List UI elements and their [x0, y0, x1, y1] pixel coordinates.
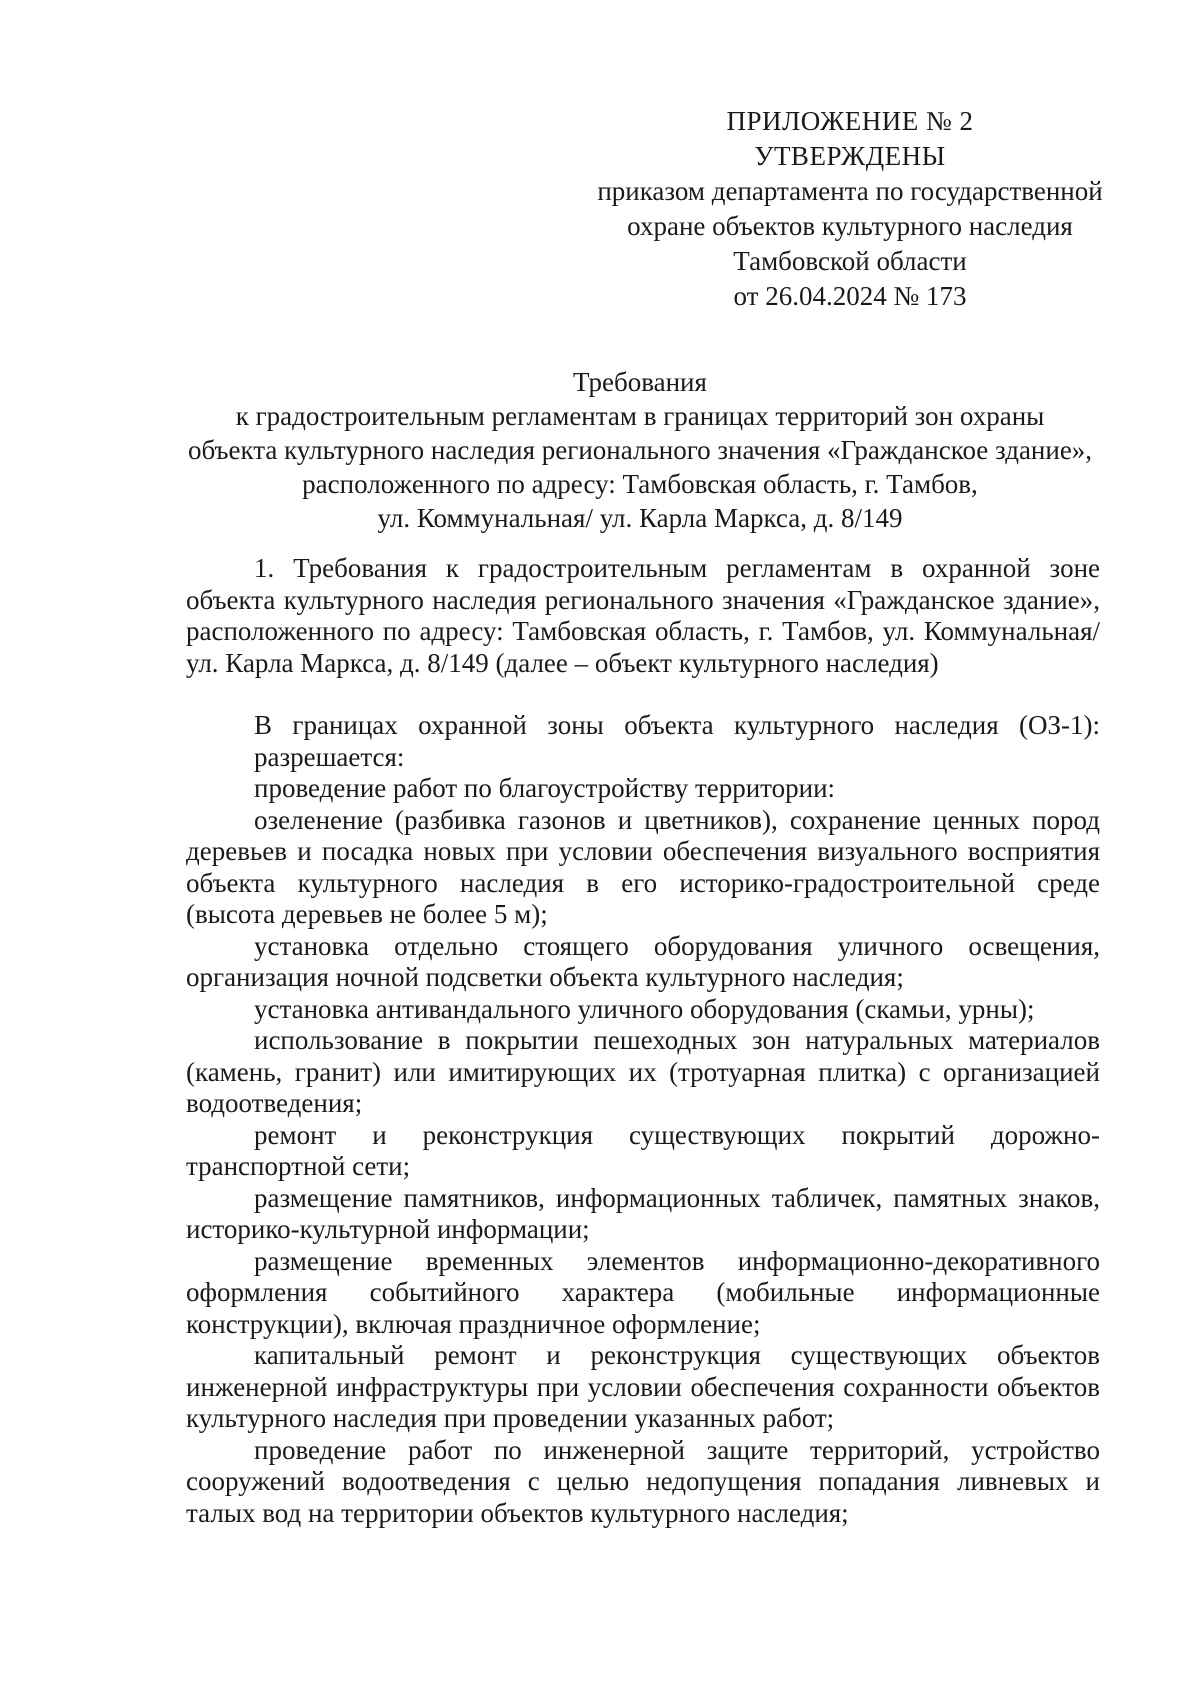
list-item: размещение памятников, информационных табличек, памятных знаков, историко-культурной информации;: [186, 1182, 1100, 1244]
allowed-label: разрешается:: [254, 741, 405, 772]
list-item: капитальный ремонт и реконструкция существующих объектов инженерной инфраструктуры при условии обеспечения сохранности объектов культурного наследия при проведении указанных работ;: [186, 1340, 1100, 1433]
list-item: размещение временных элементов информационно-декоративного оформления событийного характера (мобильные информационные конструкции), включая праздничное оформление;: [186, 1245, 1100, 1339]
improvement-paragraph: проведение работ по благоустройству территории:: [254, 773, 836, 803]
list-item: проведение работ по инженерной защите территорий, устройство сооружений водоотведения с целью недопущения попадания ливневых и талых вод на территории объектов культурного наследия;: [186, 1434, 1100, 1528]
order-line-3: Тамбовской области: [733, 246, 967, 276]
approved-label: УТВЕРЖДЕНЫ: [754, 141, 946, 171]
title-line-2: к градостроительным регламентам в границах территорий зон охраны: [235, 401, 1045, 431]
list-item: ремонт и реконструкция существующих покрытий дорожно-транспортной сети;: [186, 1119, 1100, 1181]
title-line-5: ул. Коммунальная/ ул. Карла Маркса, д. 8/149: [377, 503, 903, 533]
appendix-header: [580, 104, 1120, 314]
section-1-paragraph: 1. Требования к градостроительным регламентам в охранной зоне объекта культурного наследия регионального значения «Гражданское здание», расположенного по адресу: Тамбовская область, г. Тамбов, ул. Коммунальная/ ул. Карла Маркса, д. 8/149 (далее – объект культурного наследия): [186, 553, 1100, 678]
list-item: использование в покрытии пешеходных зон натуральных материалов (камень, гранит) или имитирующих их (тротуарная плитка) с организацией водоотведения;: [186, 1025, 1100, 1118]
order-line-2: охране объектов культурного наследия: [627, 211, 1073, 241]
list-item: установка отдельно стоящего оборудования уличного освещения, организация ночной подсветки объекта культурного наследия;: [186, 930, 1100, 992]
order-line-1: приказом департамента по государственной: [597, 176, 1103, 206]
title-line-4: расположенного по адресу: Тамбовская область, г. Тамбов,: [302, 469, 978, 499]
order-date: от 26.04.2024 № 173: [733, 281, 967, 311]
list-item: озеленение (разбивка газонов и цветников), сохранение ценных пород деревьев и посадка новых при условии обеспечения визуального восприятия объекта культурного наследия в его историко-градостроительной среде (высота деревьев не более 5 м);: [186, 804, 1100, 929]
list-item: установка антивандального уличного оборудования (скамьи, урны);: [254, 993, 1035, 1024]
title-line-1: Требования: [573, 367, 707, 397]
document-title: [180, 365, 1100, 535]
document-body: [186, 553, 1100, 1529]
zone-intro-paragraph: В границах охранной зоны объекта культурного наследия (ОЗ-1):: [254, 710, 1100, 740]
title-line-3: объекта культурного наследия регионального значения «Гражданское здание»,: [187, 435, 1093, 465]
appendix-number: ПРИЛОЖЕНИЕ № 2: [726, 106, 974, 136]
